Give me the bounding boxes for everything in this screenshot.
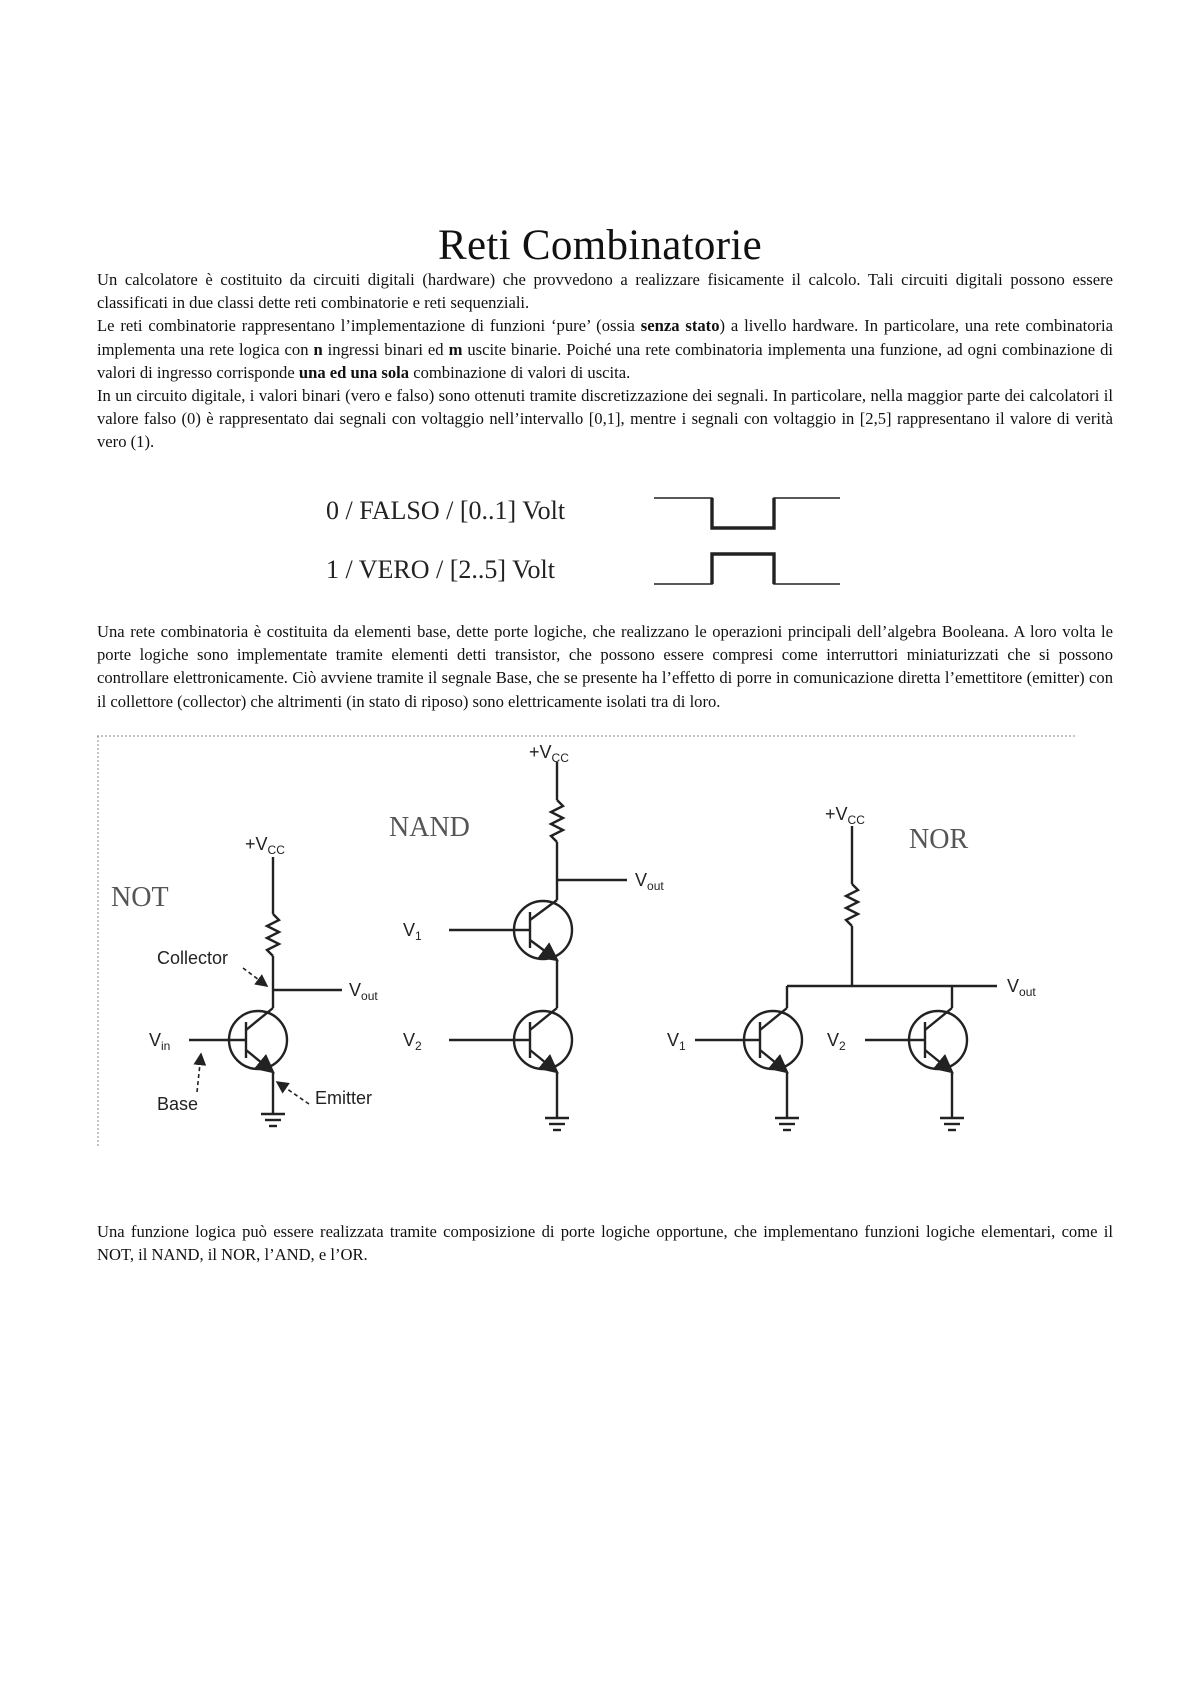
paragraph-5-container <box>97 1220 1113 1266</box>
not-vin-label: $V_{in}$ <box>149 1030 171 1053</box>
nand-circuit <box>449 762 627 1130</box>
circuits-diagram <box>97 734 1077 1148</box>
emitter-leader <box>277 1082 309 1104</box>
paragraph-4: Una rete combinatoria è costituita da elementi base, dette porte logiche, che realizzano le operazioni principali dell’algebra Booleana. A loro volta le porte logiche sono implementate tramite elementi detti transistor, che possono essere compresi come interruttori miniaturizzati che si possono controllare elettronicamente. Ciò avviene tramite il segnale Base, che se presente ha l’effetto di porre in comunicazione diretta l’emettitore (emitter) con il collettore (collector) che altrimenti (in stato di riposo) sono elettricamente isolati tra di loro. <box>97 622 1113 711</box>
not-vcc-label: $+V_{CC}$ <box>245 834 285 857</box>
nand-vcc-label: $+V_{CC}$ <box>529 742 569 765</box>
base-leader <box>197 1054 201 1092</box>
logic-levels-figure <box>320 488 840 598</box>
nor-circuit <box>695 826 997 1130</box>
nor-v2-label: $V_2$ <box>827 1030 846 1053</box>
nor-vout-label: $V_{out}$ <box>1007 976 1036 999</box>
page-title: Reti Combinatorie <box>438 221 762 269</box>
paragraph-2-bold: senza stato <box>640 316 720 336</box>
false-waveform <box>654 494 840 540</box>
nor-v1-label: $V_1$ <box>667 1030 686 1053</box>
base-label: Base <box>157 1094 199 1114</box>
not-gate-label: NOT <box>111 882 169 913</box>
paragraph-1: Un calcolatore è costituito da circuiti digitali (hardware) che provvedono a realizzare fisicamente il calcolo. Tali circuiti digitali possono essere classificati in due classi dette reti combinatorie e reti sequenziali. <box>97 270 1113 313</box>
not-vout-label: $V_{out}$ <box>349 980 378 1003</box>
transistor-circuits-figure <box>97 734 1077 1148</box>
paragraph-2 <box>97 314 1113 384</box>
paragraph-2-text: combinazione di valori di uscita. <box>409 362 631 382</box>
paragraph-2-bold: m <box>448 339 463 359</box>
intro-paragraphs <box>97 268 1113 454</box>
paragraph-2-text: Le reti combinatorie rappresentano l’implementazione di funzioni ‘pure’ (ossia <box>97 316 641 336</box>
paragraph-4-container <box>97 620 1113 713</box>
not-circuit <box>189 857 342 1126</box>
paragraph-2-text: ingressi binari ed <box>322 339 449 359</box>
nand-v2-label: $V_2$ <box>403 1030 422 1053</box>
emitter-label: Emitter <box>315 1088 373 1108</box>
collector-leader <box>243 968 267 986</box>
nor-gate-label: NOR <box>909 824 969 855</box>
paragraph-2-bold: una ed una sola <box>298 362 410 382</box>
nor-vcc-label: $+V_{CC}$ <box>825 804 865 827</box>
collector-label: Collector <box>157 948 229 968</box>
nand-vout-label: $V_{out}$ <box>635 870 664 893</box>
paragraph-3: In un circuito digitale, i valori binari (vero e falso) sono ottenuti tramite discretizzazione dei segnali. In particolare, nella maggior parte dei calcolatori il valore falso (0) è rappresentato dai segnali con voltaggio nell’intervallo [0,1], mentre i segnali con voltaggio in [2,5] rappresentano il valore di verità vero (1). <box>97 386 1113 452</box>
paragraph-5: Una funzione logica può essere realizzata tramite composizione di porte logiche opportune, che implementano funzioni logiche elementari, come il NOT, il NAND, il NOR, l’AND, e l’OR. <box>97 1222 1113 1265</box>
false-level-label: 0 / FALSO / [0..1] Volt <box>326 496 566 525</box>
paragraph-2-text: uscite binarie. Poiché una rete combinatoria implementa una funzione, ad ogni combinazione di valori di ingresso corrisponde <box>97 339 1113 382</box>
nand-v1-label: $V_1$ <box>403 920 422 943</box>
nand-gate-label: NAND <box>389 812 470 843</box>
paragraph-2-text: ) a livello hardware. In particolare, una rete combinatoria implementa una rete logica con <box>97 316 1113 359</box>
true-level-label: 1 / VERO / [2..5] Volt <box>326 555 555 584</box>
paragraph-2-bold: n <box>313 339 323 359</box>
true-waveform <box>654 550 840 596</box>
